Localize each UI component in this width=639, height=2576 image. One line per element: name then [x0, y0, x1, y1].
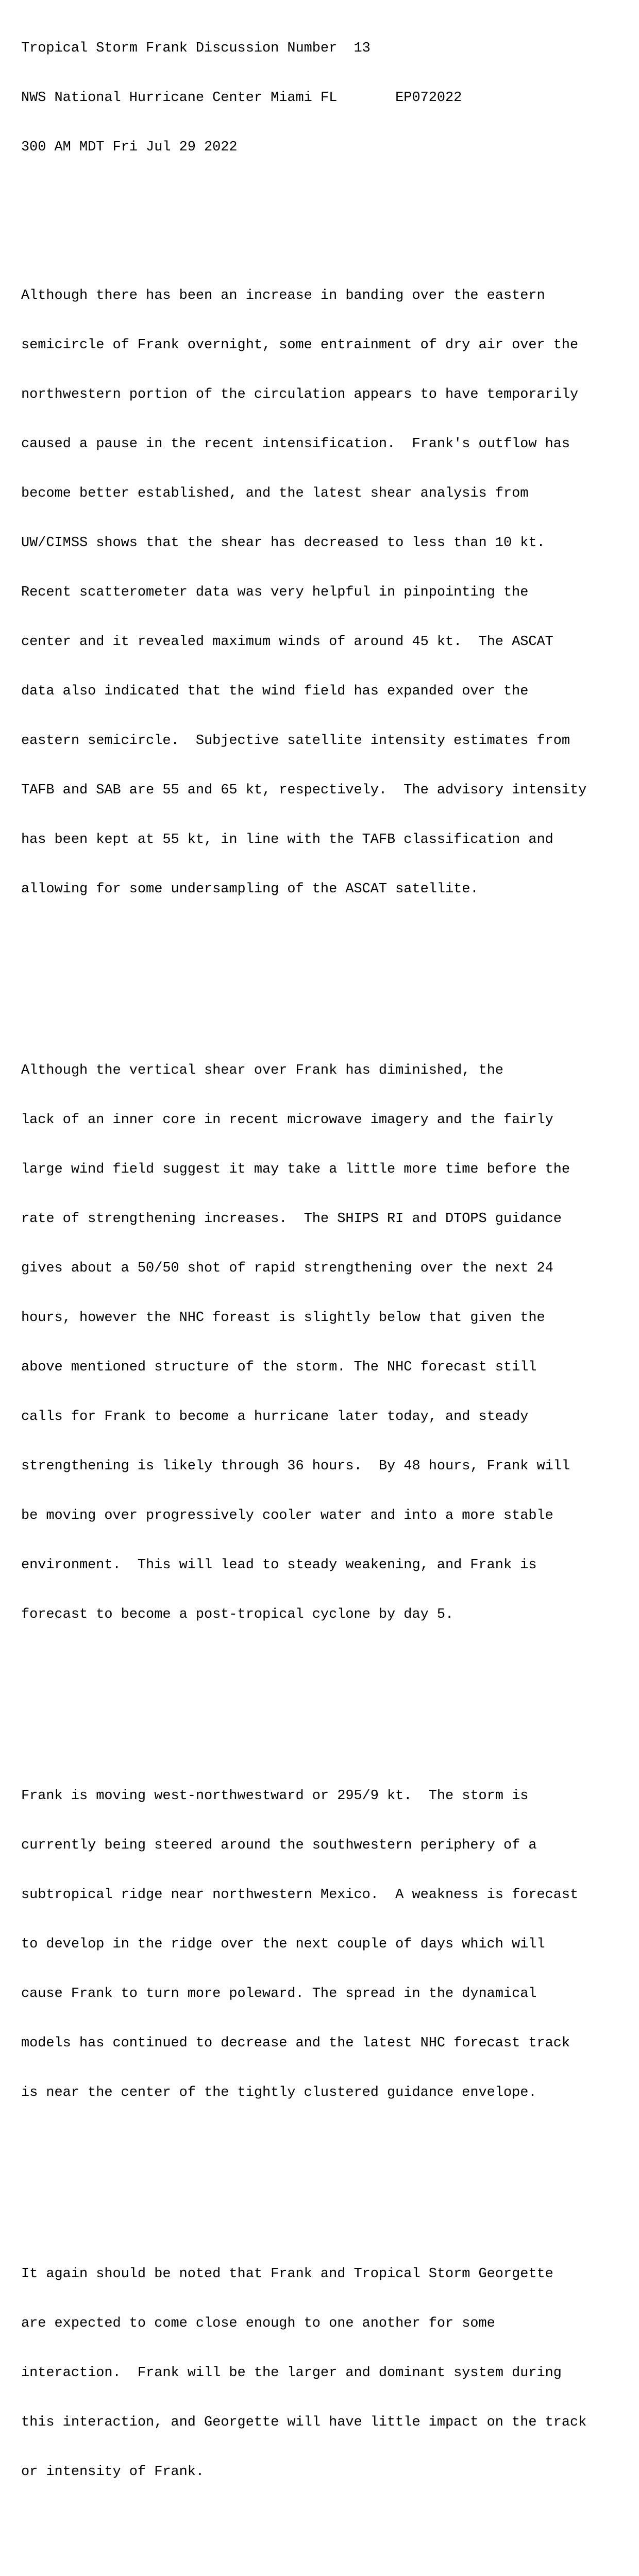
text-line: It again should be noted that Frank and Tropical Storm Georgette	[21, 2266, 553, 2282]
text-line: above mentioned structure of the storm. The NHC forecast still	[21, 1360, 537, 1375]
text-line: strengthening is likely through 36 hours. By 48 hours, Frank will	[21, 1459, 570, 1474]
paragraph-track	[21, 1755, 586, 2134]
text-line: hours, however the NHC foreast is slightly below that given the	[21, 1310, 545, 1326]
text-line: subtropical ridge near northwestern Mexico. A weakness is forecast	[21, 1887, 579, 1903]
text-line: forecast to become a post-tropical cyclone by day 5.	[21, 1607, 454, 1622]
text-line: Recent scatterometer data was very helpful in pinpointing the	[21, 585, 529, 600]
text-line: become better established, and the latest shear analysis from	[21, 486, 529, 501]
text-line: has been kept at 55 kt, in line with the TAFB classification and	[21, 832, 553, 848]
text-line: Although the vertical shear over Frank has diminished, the	[21, 1063, 503, 1078]
text-line: or intensity of Frank.	[21, 2464, 205, 2480]
text-line: eastern semicircle. Subjective satellite intensity estimates from	[21, 733, 570, 749]
issuing-office: NWS National Hurricane Center Miami FL EP072022	[21, 90, 462, 106]
text-line: gives about a 50/50 shot of rapid strengthening over the next 24	[21, 1261, 553, 1276]
discussion-title: Tropical Storm Frank Discussion Number 13	[21, 41, 371, 56]
spacer	[21, 2167, 586, 2183]
discussion-document	[21, 7, 586, 2576]
text-line: environment. This will lead to steady weakening, and Frank is	[21, 1557, 537, 1573]
text-line: TAFB and SAB are 55 and 65 kt, respectively. The advisory intensity	[21, 783, 587, 798]
spacer	[21, 189, 586, 205]
paragraph-interaction	[21, 2233, 586, 2513]
text-line: models has continued to decrease and the latest NHC forecast track	[21, 2036, 570, 2051]
text-line: rate of strengthening increases. The SHIPS RI and DTOPS guidance	[21, 1211, 562, 1227]
text-line: this interaction, and Georgette will have little impact on the track	[21, 2415, 587, 2430]
paragraph-intensity	[21, 255, 586, 930]
text-line: Frank is moving west-northwestward or 295/9 kt. The storm is	[21, 1788, 529, 1804]
issue-time: 300 AM MDT Fri Jul 29 2022	[21, 140, 238, 155]
text-line: calls for Frank to become a hurricane later today, and steady	[21, 1409, 529, 1425]
text-line: to develop in the ridge over the next couple of days which will	[21, 1937, 545, 1952]
text-line: currently being steered around the southwestern periphery of a	[21, 1838, 537, 1853]
text-line: data also indicated that the wind field has expanded over the	[21, 684, 529, 699]
text-line: caused a pause in the recent intensification. Frank's outflow has	[21, 436, 570, 452]
text-line: Although there has been an increase in banding over the eastern	[21, 288, 545, 303]
text-line: lack of an inner core in recent microwave imagery and the fairly	[21, 1112, 553, 1128]
text-line: UW/CIMSS shows that the shear has decreased to less than 10 kt.	[21, 535, 545, 551]
text-line: northwestern portion of the circulation appears to have temporarily	[21, 387, 579, 402]
text-line: are expected to come close enough to one another for some	[21, 2316, 495, 2331]
text-line: is near the center of the tightly clustered guidance envelope.	[21, 2085, 537, 2100]
text-line: interaction. Frank will be the larger and dominant system during	[21, 2365, 562, 2381]
spacer	[21, 1689, 586, 1705]
text-line: semicircle of Frank overnight, some entrainment of dry air over the	[21, 337, 579, 353]
text-line: center and it revealed maximum winds of around 45 kt. The ASCAT	[21, 634, 553, 650]
text-line: large wind field suggest it may take a little more time before the	[21, 1162, 570, 1177]
text-line: cause Frank to turn more poleward. The spread in the dynamical	[21, 1986, 537, 2002]
spacer	[21, 2546, 586, 2563]
spacer	[21, 963, 586, 980]
paragraph-forecast-intensity	[21, 1029, 586, 1656]
text-line: allowing for some undersampling of the ASCAT satellite.	[21, 882, 479, 897]
text-line: be moving over progressively cooler water and into a more stable	[21, 1508, 553, 1523]
